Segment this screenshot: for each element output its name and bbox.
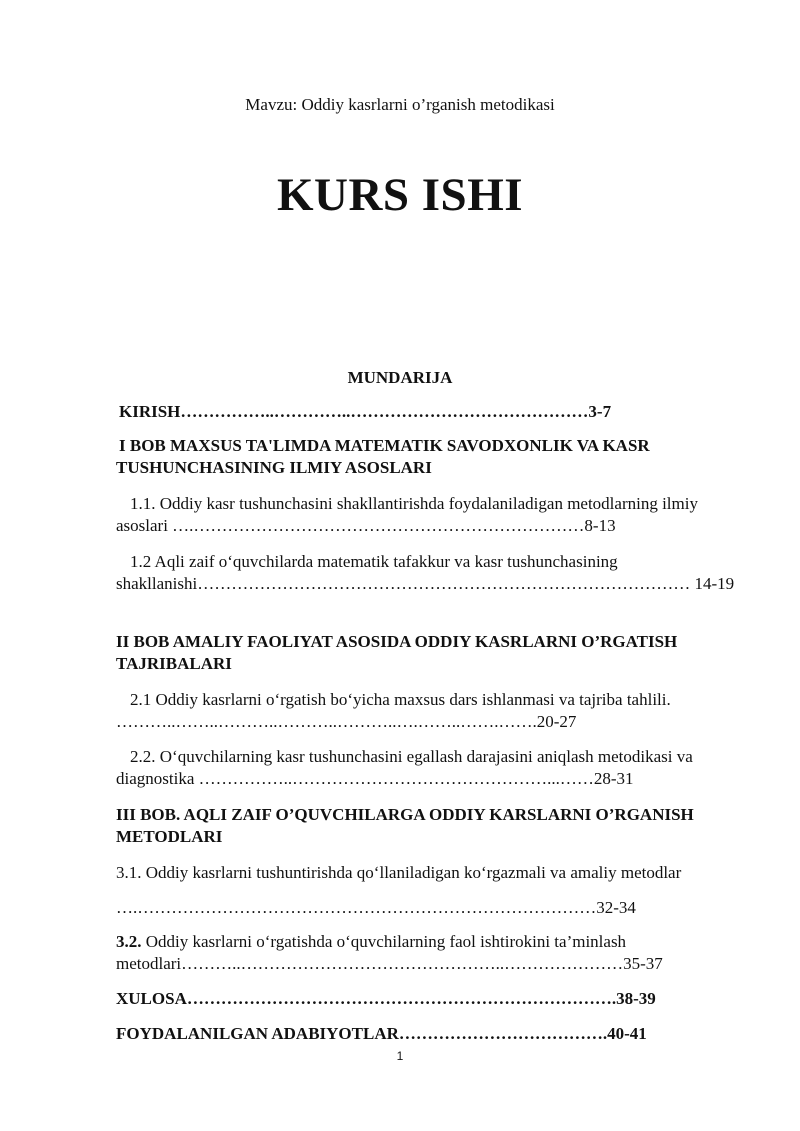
section-3-2-text: Oddiy kasrlarni oʻrgatishda oʻquvchilarning faol ishtirokini ta’minlash metodlari………..………………………………………..…………………35-37: [116, 932, 663, 973]
toc-entry-section-1-1: 1.1. Oddiy kasr tushunchasini shakllantirishda foydalaniladigan metodlarning ilmiy asoslari ….……………………………………………………………8-13: [116, 494, 698, 535]
toc-entry-section-3-1-pages: ….………………………………………………………………………32-34: [116, 898, 636, 917]
toc-entry-kirish: KIRISH……………..…………..……………………………………3-7: [119, 402, 612, 421]
toc-entry-section-2-2: 2.2. Oʻquvchilarning kasr tushunchasini egallash darajasini aniqlash metodikasi va diagnostika ……………..………………………………………...……28-31: [116, 747, 693, 788]
toc-entry-section-3-1: 3.1. Oddiy kasrlarni tushuntirishda qoʻllaniladigan koʻrgazmali va amaliy metodlar: [116, 863, 682, 882]
toc-heading: MUNDARIJA: [347, 368, 453, 387]
toc-entry-section-2-1: 2.1 Oddiy kasrlarni oʻrgatish boʻyicha maxsus dars ishlanmasi va tajriba tahlili. ………..……..………..………..………..….……..…….…….20-27: [116, 690, 671, 731]
toc-entry-chapter-1: I BOB MAXSUS TA'LIMDA MATEMATIK SAVODXONLIK VA KASR TUSHUNCHASINING ILMIY ASOSLARI: [116, 436, 650, 477]
toc-entry-chapter-2: II BOB AMALIY FAOLIYAT ASOSIDA ODDIY KASRLARNI O’RGATISH TAJRIBALARI: [116, 632, 678, 673]
toc-entry-section-3-2: [116, 931, 746, 975]
document-title: KURS ISHI: [276, 169, 524, 221]
subject-line: Mavzu: Oddiy kasrlarni o’rganish metodikasi: [245, 95, 555, 114]
section-3-2-number: 3.2.: [116, 932, 142, 951]
toc-entry-adabiyotlar: FOYDALANILGAN ADABIYOTLAR……………………………….40-41: [116, 1024, 647, 1043]
toc-entry-chapter-3: III BOB. AQLI ZAIF O’QUVCHILARGA ODDIY KARSLARNI O’RGANISH METODLARI: [116, 805, 694, 846]
toc-entry-section-1-2: 1.2 Aqli zaif oʻquvchilarda matematik tafakkur va kasr tushunchasining shakllanishi…………………………………………………………………………… 14-19: [116, 552, 735, 593]
page-number: 1: [396, 1049, 404, 1063]
toc-entry-xulosa: XULOSA………………………………………………………………….38-39: [116, 989, 656, 1008]
